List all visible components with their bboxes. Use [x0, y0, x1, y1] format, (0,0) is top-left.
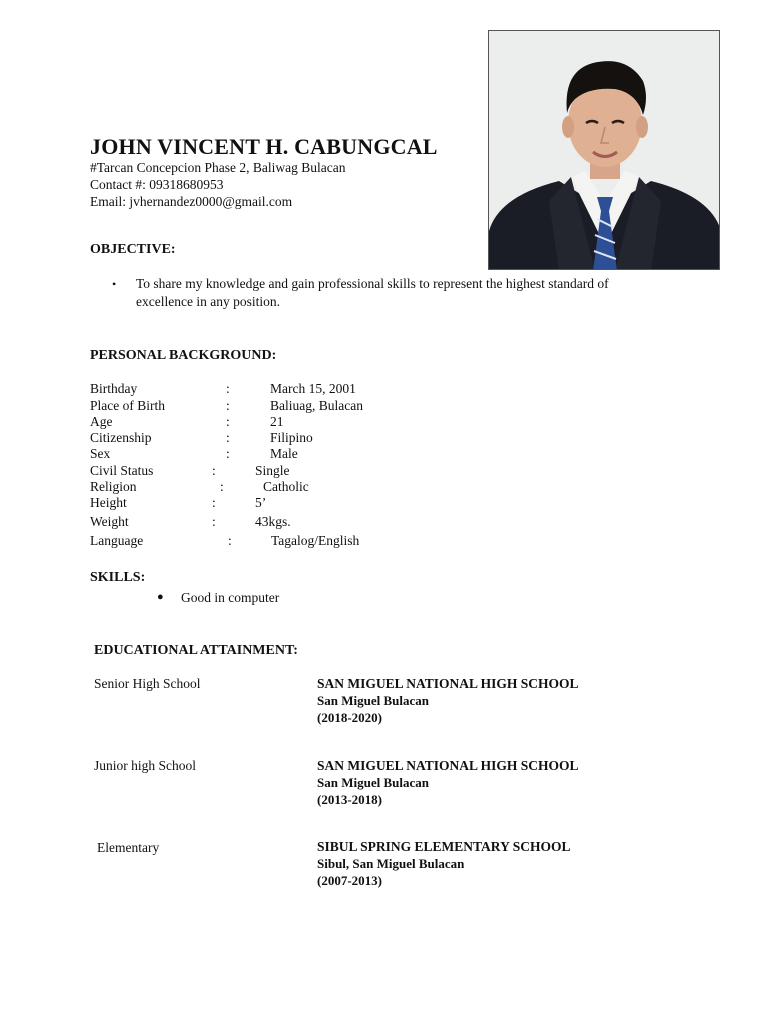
personal-label-religion: Religion	[90, 479, 137, 494]
personal-label-citizenship: Citizenship	[90, 430, 152, 445]
skills-bullet: ●	[157, 591, 164, 603]
education-school: SIBUL SPRING ELEMENTARY SCHOOL	[317, 839, 571, 854]
email: Email: jvhernandez0000@gmail.com	[90, 194, 293, 209]
personal-colon: :	[226, 398, 230, 413]
personal-colon: :	[228, 533, 232, 548]
personal-colon: :	[226, 430, 230, 445]
skills-heading: SKILLS:	[90, 570, 146, 585]
personal-value-language: Tagalog/English	[271, 533, 360, 548]
objective-text-line-2: excellence in any position.	[136, 294, 280, 309]
education-heading: EDUCATIONAL ATTAINMENT:	[94, 643, 298, 658]
education-school: SAN MIGUEL NATIONAL HIGH SCHOOL	[317, 676, 579, 691]
objective-heading: OBJECTIVE:	[90, 242, 176, 257]
skills-item: Good in computer	[181, 590, 280, 605]
profile-photo	[488, 30, 720, 270]
personal-colon: :	[212, 514, 216, 529]
education-years: (2007-2013)	[317, 873, 382, 888]
contact-number: Contact #: 09318680953	[90, 177, 224, 192]
personal-label-birthday: Birthday	[90, 381, 138, 396]
education-years: (2013-2018)	[317, 792, 382, 807]
personal-label-weight: Weight	[90, 514, 129, 529]
personal-label-language: Language	[90, 533, 144, 548]
personal-colon: :	[220, 479, 224, 494]
education-level: Senior High School	[94, 676, 201, 691]
objective-bullet: •	[112, 277, 117, 291]
address: #Tarcan Concepcion Phase 2, Baliwag Bulacan	[90, 160, 346, 175]
education-location: San Miguel Bulacan	[317, 693, 429, 708]
personal-value-citizenship: Filipino	[270, 430, 313, 445]
personal-value-age: 21	[270, 414, 284, 429]
education-years: (2018-2020)	[317, 710, 382, 725]
personal-value-place-of-birth: Baliuag, Bulacan	[270, 398, 363, 413]
personal-colon: :	[212, 463, 216, 478]
personal-value-height: 5’	[255, 495, 267, 510]
objective-text-line-1: To share my knowledge and gain professional skills to represent the highest standard of	[136, 276, 609, 291]
personal-value-civil-status: Single	[255, 463, 290, 478]
education-level: Junior high School	[94, 758, 197, 773]
education-location: Sibul, San Miguel Bulacan	[317, 856, 465, 871]
personal-colon: :	[226, 381, 230, 396]
personal-colon: :	[226, 446, 230, 461]
personal-value-religion: Catholic	[263, 479, 309, 494]
education-location: San Miguel Bulacan	[317, 775, 429, 790]
personal-value-sex: Male	[270, 446, 298, 461]
education-level: Elementary	[97, 840, 160, 855]
personal-label-place-of-birth: Place of Birth	[90, 398, 165, 413]
education-school: SAN MIGUEL NATIONAL HIGH SCHOOL	[317, 758, 579, 773]
personal-label-height: Height	[90, 495, 127, 510]
resume-name: JOHN VINCENT H. CABUNGCAL	[90, 134, 438, 159]
personal-colon: :	[226, 414, 230, 429]
personal-label-age: Age	[90, 414, 113, 429]
personal-background-heading: PERSONAL BACKGROUND:	[90, 348, 277, 363]
personal-value-weight: 43kgs.	[255, 514, 291, 529]
personal-label-civil-status: Civil Status	[90, 463, 154, 478]
personal-value-birthday: March 15, 2001	[270, 381, 356, 396]
personal-label-sex: Sex	[90, 446, 111, 461]
personal-colon: :	[212, 495, 216, 510]
